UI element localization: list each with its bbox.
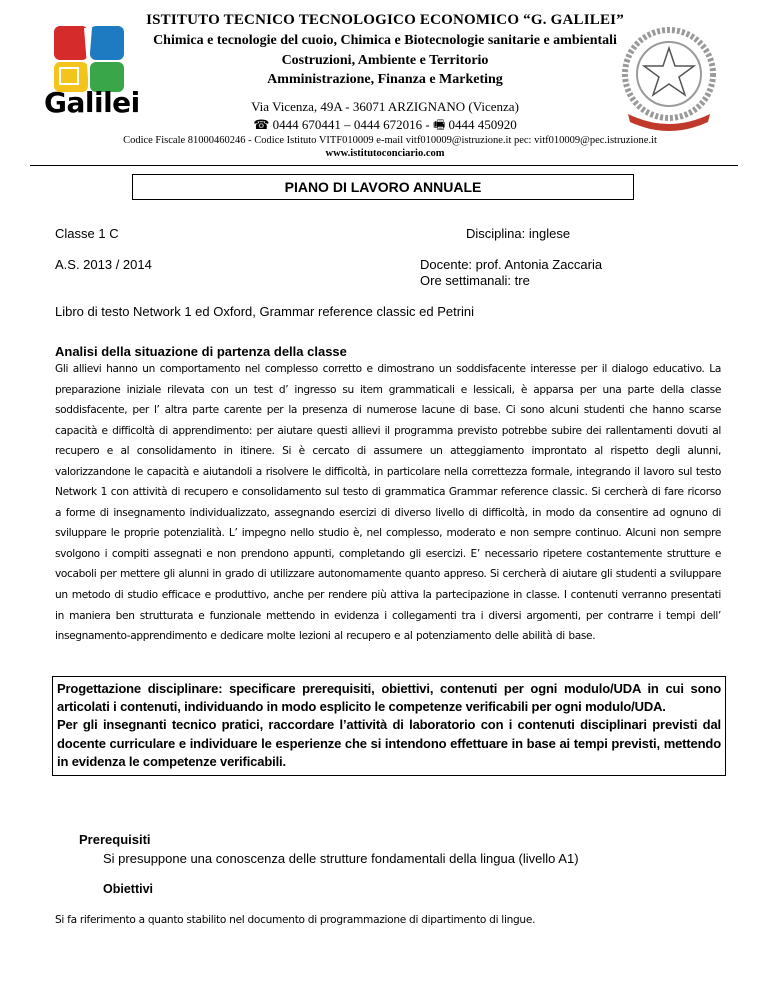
emblem-star (644, 48, 694, 95)
school-name: ISTITUTO TECNICO TECNOLOGICO ECONOMICO “G. GALILEI” (146, 12, 624, 28)
prerequisiti-heading: Prerequisiti (79, 832, 151, 847)
school-website: www.istitutoconciario.com (325, 148, 445, 159)
progettazione-text (57, 680, 721, 771)
emblem-ribbon (628, 114, 710, 131)
obiettivi-text: Si fa riferimento a quanto stabilito nel documento di programmazione di dipartimento di lingue. (55, 914, 536, 926)
progettazione-paragraph-1: Progettazione disciplinare: specificare prerequisiti, obiettivi, contenuti per ogni modulo/UDA in cui sono articolati i contenuti, individuando in modo esplicito le competenze verificabili per ogni modulo/UDA. (57, 681, 721, 715)
school-codes: Codice Fiscale 81000460246 - Codice Istituto VITF010009 e-mail vitf010009@istruzione.it pec: vitf010009@pec.istruzione.it (123, 135, 657, 146)
ore-settimanali: Ore settimanali: tre (420, 273, 530, 288)
analisi-heading: Analisi della situazione di partenza della classe (55, 344, 347, 359)
analisi-paragraph: Gli allievi hanno un comportamento nel complesso corretto e dimostrano un soddisfacente interesse per il dialogo educativo. La preparazione iniziale rilevata con un test d’ ingresso su item grammaticali e lessicali, è apparsa per una parte della classe soddisfacente, per l’ altra parte carente per la presenza di numerose lacune di base. Ci sono alcuni studenti che hanno scarse capacità e difficoltà di apprendimento: per aiutare questi allievi il programma previsto potrebbe subire dei rallentamenti dovuti al recupero e al consolidamento in itinere. Si è cercato di assumere un atteggiamento improntato al rispetto degli alunni, valorizzandone le capacità e aiutandoli a risolvere le difficoltà, in particolare nella correttezza formale, integrando il lavoro sul testo Network 1 con attività di recupero e consolidamento sul testo di grammatica Grammar reference classic. Si cercherà di fare ricorso a forme di insegnamento individualizzato, assegnando esercizi di diverso livello di difficoltà, in modo da consentire ad ognuno di sviluppare le proprie potenzialità. L’ impegno nello studio è, nel complesso, moderato e non sempre continuo. Alcuni non sempre svolgono i compiti assegnati e non prendono appunti, completando gli esercizi. E’ necessario ripetere costantemente strutture e vocaboli per mettere gli alunni in grado di utilizzare autonomamente quanto appreso. Si cercherà di aiutare gli studenti a sviluppare un metodo di studio efficace e produttivo, anche per rendere più attiva la partecipazione in classe. I contenuti verranno presentati in maniera ben strutturata e funzionale mettendo in evidenza i collegamenti tra i diversi argomenti, per contrarre i tempi dell’ insegnamento-apprendimento e dedicare molte lezioni al recupero e al potenziamento delle abilità di base. (55, 363, 721, 643)
classe-label: Classe 1 C (55, 226, 119, 241)
header-divider (30, 165, 738, 166)
school-phones: ☎ 0444 670441 – 0444 672016 - 🖷 0444 450920 (253, 117, 517, 132)
logo-red-block (54, 26, 88, 60)
school-address: Via Vicenza, 49A - 36071 ARZIGNANO (Vicenza) (251, 99, 519, 114)
libro-di-testo: Libro di testo Network 1 ed Oxford, Grammar reference classic ed Petrini (55, 304, 475, 319)
logo-blue-block (90, 26, 124, 60)
prerequisiti-text: Si presuppone una conoscenza delle strutture fondamentali della lingua (livello A1) (103, 851, 579, 866)
obiettivi-heading: Obiettivi (103, 882, 154, 896)
disciplina-label: Disciplina: inglese (466, 226, 571, 241)
school-year: A.S. 2013 / 2014 (55, 257, 152, 272)
docente-label: Docente: prof. Antonia Zaccaria (420, 257, 603, 272)
italian-republic-emblem (614, 22, 724, 132)
school-course-line-1: Chimica e tecnologie del cuoio, Chimica e Biotecnologie sanitarie e ambientali (153, 33, 617, 48)
school-course-line-3: Amministrazione, Finanza e Marketing (267, 72, 503, 87)
progettazione-paragraph-2: Per gli insegnanti tecnico pratici, raccordare l’attività di laboratorio con i contenuti disciplinari previsti dal docente curriculare e individuare le esperienze che si intendono effettuare in base ai tempi previsti, mettendo in evidenza le competenze verificabili. (57, 717, 721, 769)
logo-text: Galilei (44, 86, 140, 119)
school-course-line-2: Costruzioni, Ambiente e Territorio (281, 53, 489, 68)
document-title: PIANO DI LAVORO ANNUALE (284, 179, 482, 195)
